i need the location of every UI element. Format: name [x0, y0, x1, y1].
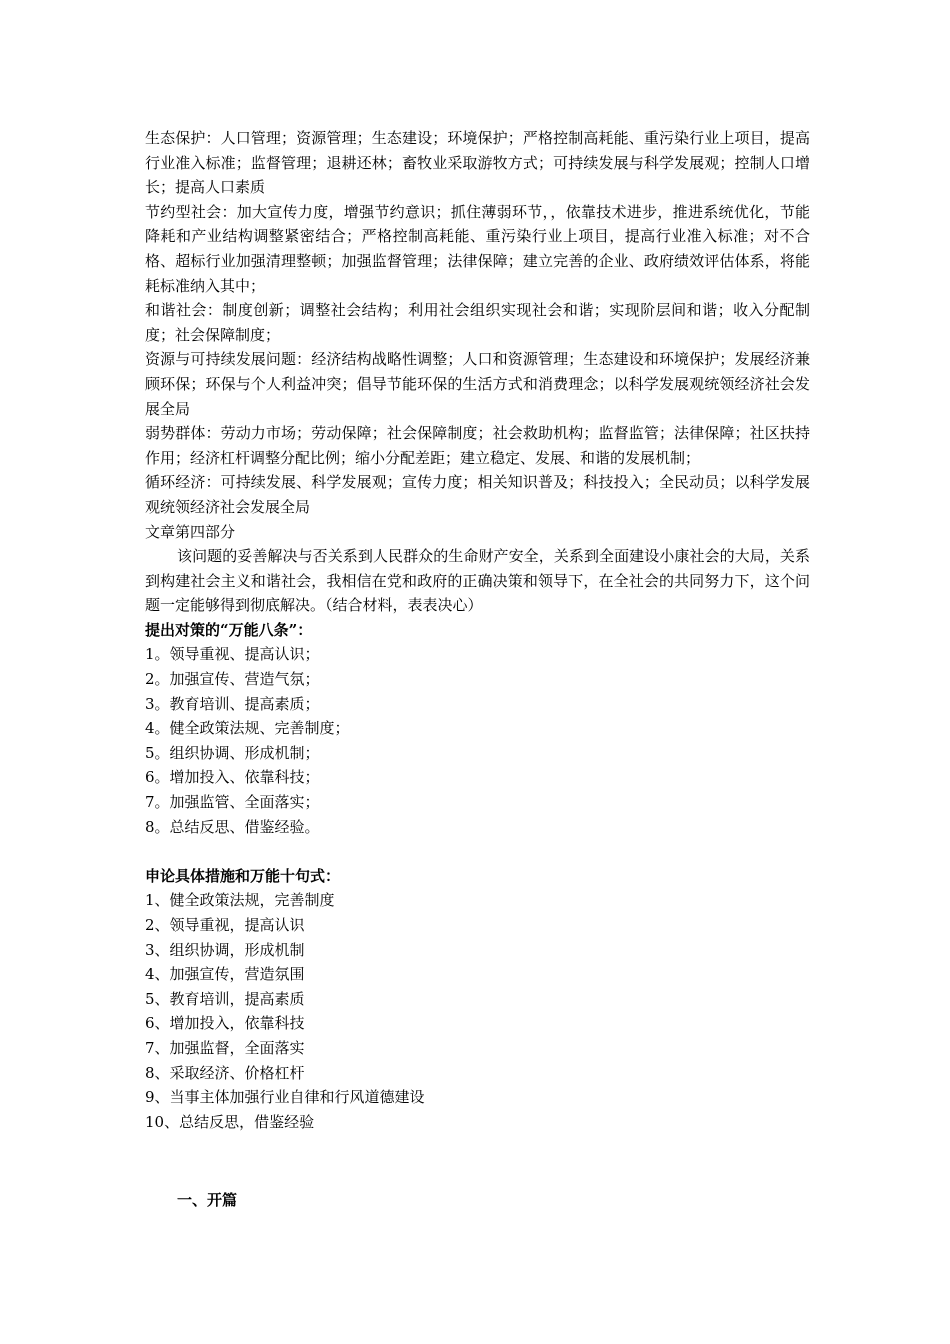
paragraph-ecology: 生态保护：人口管理；资源管理；生态建设；环境保护；严格控制高耗能、重污染行业上项目，提高行业准入标准；监督管理；退耕还林；畜牧业采取游牧方式；可持续发展与科学发展观；控制人口增长；提高人口素质 — [145, 129, 810, 197]
ten-measures-item: 10、总结反思，借鉴经验 — [145, 1112, 315, 1131]
paragraph-circular-economy: 循环经济：可持续发展、科学发展观；宣传力度；相关知识普及；科技投入；全民动员；以科学发展观统领经济社会发展全局 — [145, 473, 810, 516]
eight-measures-item: 7。加强监管、全面落实； — [145, 793, 320, 812]
paragraph-part-four-label: 文章第四部分 — [145, 522, 236, 541]
eight-measures-item: 6。增加投入、依靠科技； — [145, 768, 320, 787]
ten-measures-item: 2、领导重视，提高认识 — [145, 916, 305, 934]
paragraph-conclusion: 该问题的妥善解决与否关系到人民群众的生命财产安全，关系到全面建设小康社会的大局，关系到构建社会主义和谐社会，我相信在党和政府的正确决策和领导下，在全社会的共同努力下，这个问题一定能够得到彻底解决。（结合材料，表表决心） — [145, 547, 810, 615]
paragraph-vulnerable-groups: 弱势群体：劳动力市场；劳动保障；社会保障制度；社会救助机构；监督监管；法律保障；社区扶持作用；经济杠杆调整分配比例；缩小分配差距；建立稳定、发展、和谐的发展机制； — [145, 424, 810, 467]
ten-measures-item: 3、组织协调，形成机制 — [145, 940, 305, 959]
paragraph-sustainable-development: 资源与可持续发展问题：经济结构战略性调整；人口和资源管理；生态建设和环境保护；发展经济兼顾环保；环保与个人利益冲突；倡导节能环保的生活方式和消费理念；以科学发展观统领经济社会发展全局 — [145, 350, 810, 418]
blank-line — [145, 839, 810, 864]
eight-measures-item: 1。领导重视、提高认识； — [145, 645, 320, 664]
ten-measures-item: 6、增加投入，依靠科技 — [145, 1014, 305, 1033]
paragraph-harmonious-society: 和谐社会：制度创新；调整社会结构；利用社会组织实现社会和谐；实现阶层间和谐；收入分配制度；社会保障制度； — [145, 301, 810, 344]
ten-measures-heading: 申论具体措施和万能十句式： — [145, 866, 341, 885]
document-body — [145, 126, 810, 1134]
eight-measures-item: 5。组织协调、形成机制； — [145, 743, 320, 762]
section-heading-opening: 一、开篇 — [177, 1191, 238, 1209]
ten-measures-item: 9、当事主体加强行业自律和行风道德建设 — [145, 1088, 425, 1107]
eight-measures-item: 2。加强宣传、营造气氛； — [145, 670, 320, 689]
ten-measures-item: 5、教育培训，提高素质 — [145, 989, 305, 1008]
eight-measures-heading: 提出对策的“万能八条”： — [145, 620, 313, 639]
ten-measures-item: 7、加强监督，全面落实 — [145, 1038, 305, 1057]
ten-measures-item: 1、健全政策法规，完善制度 — [145, 891, 335, 910]
eight-measures-item: 4。健全政策法规、完善制度； — [145, 719, 350, 738]
eight-measures-item: 3。教育培训、提高素质； — [145, 694, 320, 713]
paragraph-conservation-society: 节约型社会：加大宣传力度，增强节约意识；抓住薄弱环节，，依靠技术进步，推进系统优化，节能降耗和产业结构调整紧密结合；严格控制高耗能、重污染行业上项目，提高行业准入标准；对不合格、超标行业加强清理整顿；加强监督管理；法律保障；建立完善的企业、政府绩效评估体系，将能耗标准纳入其中； — [145, 202, 810, 295]
ten-measures-item: 4、加强宣传，营造氛围 — [145, 965, 305, 984]
ten-measures-item: 8、采取经济、价格杠杆 — [145, 1063, 305, 1082]
eight-measures-item: 8。总结反思、借鉴经验。 — [145, 817, 320, 836]
